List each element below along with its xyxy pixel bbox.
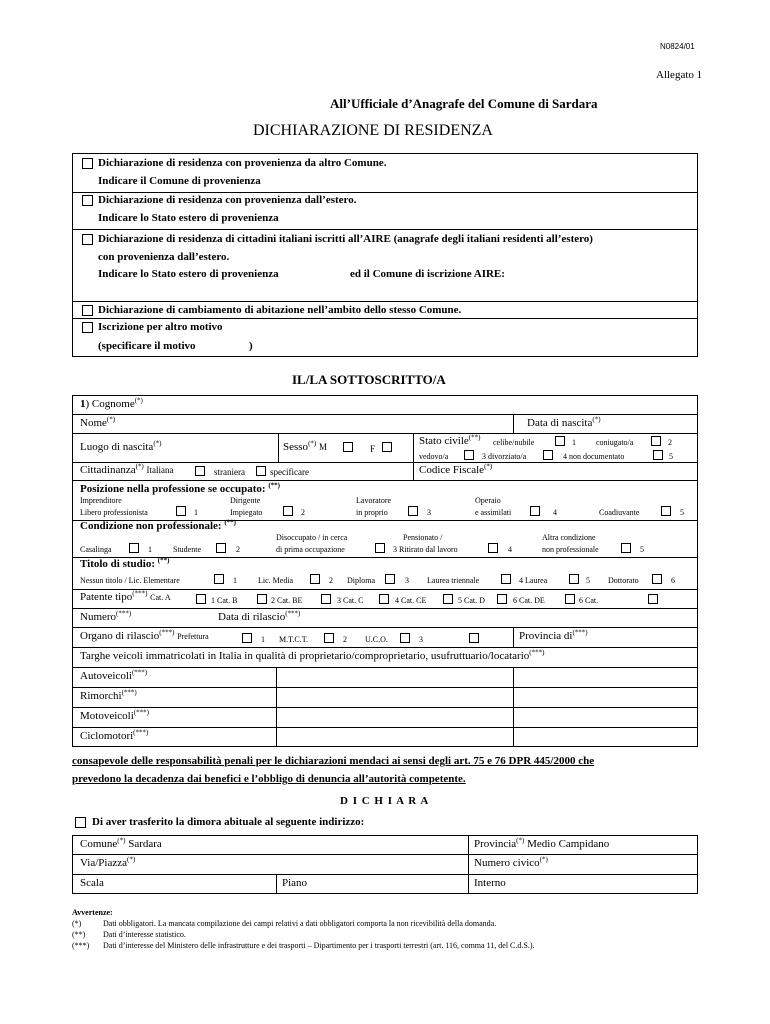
disoccupato-label-2: di prima occupazione — [276, 545, 345, 554]
patente-cat-c-checkbox[interactable] — [379, 594, 389, 604]
rimorchi-label: Rimorchi(***) — [80, 688, 137, 702]
addressee: All’Ufficiale d’Anagrafe del Comune di Sardara — [330, 96, 598, 111]
mtct-checkbox[interactable] — [324, 633, 334, 643]
coniugato-checkbox[interactable] — [651, 436, 661, 446]
lic-media-label: Lic. Media — [258, 576, 294, 585]
patente-cat-de-checkbox[interactable] — [565, 594, 575, 604]
consapevole-text-line2: prevedono la decadenza dai benefici e l’obbligo di denuncia all’autorità competente. — [72, 773, 466, 785]
trasferito-checkbox[interactable] — [75, 817, 86, 828]
laurea-checkbox[interactable] — [569, 574, 579, 584]
coadiuvante-label: Coadiuvante — [599, 508, 640, 517]
laurea-triennale-label: Laurea triennale — [427, 576, 480, 585]
coadiuvante-code: 5 — [680, 508, 684, 517]
option-altro-motivo-hint-close: ) — [249, 340, 253, 352]
divorziato-checkbox[interactable] — [543, 450, 553, 460]
option-altro-motivo-hint: (specificare il motivo — [98, 340, 196, 352]
celibe-code: 1 — [572, 438, 576, 447]
document-code: N0824/01 — [660, 42, 695, 51]
mtct-code: 2 — [343, 635, 347, 644]
imprenditore-label: Imprenditore — [80, 496, 122, 505]
casalinga-code: 1 — [148, 545, 152, 554]
provincia-value: Medio Campidano — [527, 838, 610, 850]
dichiara-title: D I C H I A R A — [340, 795, 430, 807]
comune-value: Sardara — [128, 838, 162, 850]
dirigente-code: 2 — [301, 508, 305, 517]
diploma-label: Diploma — [347, 576, 375, 585]
divider — [72, 318, 698, 319]
uco-code: 3 — [419, 635, 423, 644]
provincia-rilascio-label: Provincia di(***) — [519, 628, 588, 642]
option-aire-label: Dichiarazione di residenza di cittadini italiani iscritti all’AIRE (anagrafe degli italiani residenti all’estero) — [98, 233, 593, 245]
data-rilascio-label: Data di rilascio(***) — [218, 609, 301, 623]
option-estero-hint: Indicare lo Stato estero di provenienza — [98, 212, 279, 224]
non-documentato-checkbox[interactable] — [653, 450, 663, 460]
nessun-titolo-label: Nessun titolo / Lic. Elementare — [80, 576, 180, 585]
comune-label: Comune(*) Sardara — [80, 836, 162, 850]
piano-label: Piano — [282, 877, 308, 889]
cittadinanza-label: Cittadinanza(*) Italiana — [80, 462, 174, 476]
straniera-label: straniera — [214, 467, 245, 477]
option-aire-checkbox[interactable] — [82, 234, 93, 245]
coniugato-label: coniugato/a — [596, 438, 634, 447]
numero-label: Numero(***) — [80, 609, 132, 623]
autoveicoli-label: Autoveicoli(***) — [80, 668, 148, 682]
titolo-studio-label: Titolo di studio: (**) — [80, 556, 170, 570]
laurea-label: 4 Laurea — [519, 576, 548, 585]
patente-cat-be-label: 2 Cat. BE — [271, 596, 303, 605]
altra-condizione-code: 5 — [640, 545, 644, 554]
altra-condizione-label: Altra condizione — [542, 533, 596, 542]
avvertenza-2-mark: (**) — [72, 930, 86, 939]
patente-cat-d-label: 5 Cat. D — [458, 596, 485, 605]
consapevole-text-line1: consapevole delle responsabilità penali per le dichiarazioni mendaci ai sensi degli art. 75 e 76 DPR 445/2000 che — [72, 755, 595, 767]
nome-label: Nome(*) — [80, 415, 116, 429]
lic-media-checkbox[interactable] — [310, 574, 320, 584]
divider — [72, 229, 698, 230]
dottorato-checkbox[interactable] — [652, 574, 662, 584]
prefettura-code: 1 — [261, 635, 265, 644]
dottorato-label: Dottorato — [608, 576, 639, 585]
avvertenza-1: Dati obbligatori. La mancata compilazione dei campi relativi a dati obbligatori comporta la non ricevibilità della domanda. — [103, 919, 497, 928]
libero-professionista-label: Libero professionista — [80, 508, 148, 517]
patente-cat-be-checkbox[interactable] — [321, 594, 331, 604]
posizione-label: Posizione nella professione se occupato: (**) — [80, 481, 280, 495]
scala-label: Scala — [80, 877, 104, 889]
option-cambio-abitazione-label: Dichiarazione di cambiamento di abitazione nell’ambito dello stesso Comune. — [98, 304, 462, 316]
sesso-f-checkbox[interactable] — [382, 442, 392, 452]
imprenditore-code: 1 — [194, 508, 198, 517]
dirigente-checkbox[interactable] — [283, 506, 293, 516]
ciclomotori-label: Ciclomotori(***) — [80, 728, 149, 742]
divider — [72, 301, 698, 302]
avvertenza-1-mark: (*) — [72, 919, 82, 928]
patente-cat-label: 6 Cat. — [579, 596, 599, 605]
disoccupato-label: Disoccupato / in cerca — [276, 533, 348, 542]
pensionato-checkbox[interactable] — [488, 543, 498, 553]
diploma-code: 3 — [405, 576, 409, 585]
cognome-label: 1) Cognome(*) — [80, 396, 143, 410]
pensionato-code: 4 — [508, 545, 512, 554]
assimilati-label: e assimilati — [475, 508, 512, 517]
sesso-label: Sesso(*) M — [283, 439, 327, 453]
data-nascita-label: Data di nascita(*) — [527, 415, 601, 429]
pensionato-label: Pensionato / — [403, 533, 443, 542]
operaio-checkbox[interactable] — [530, 506, 540, 516]
disoccupato-checkbox[interactable] — [375, 543, 385, 553]
patente-cat-b-checkbox[interactable] — [257, 594, 267, 604]
option-altro-motivo-checkbox[interactable] — [82, 322, 93, 333]
divider — [72, 192, 698, 193]
via-piazza-label: Via/Piazza(*) — [80, 855, 136, 869]
patente-cat-b-label: 1 Cat. B — [211, 596, 238, 605]
specificare-label: specificare — [270, 467, 309, 477]
section-title-sottoscritto: IL/LA SOTTOSCRITTO/A — [292, 372, 446, 387]
patente-cat-c-label: 3 Cat. C — [337, 596, 364, 605]
in-proprio-label: in proprio — [356, 508, 388, 517]
altra-condizione-label-2: non professionale — [542, 545, 599, 554]
nessun-titolo-checkbox[interactable] — [214, 574, 224, 584]
patente-label: Patente tipo(***) Cat. A — [80, 589, 171, 603]
lavoratore-checkbox[interactable] — [408, 506, 418, 516]
uco-label: U.C.O. — [365, 635, 388, 644]
coadiuvante-checkbox[interactable] — [661, 506, 671, 516]
lavoratore-code: 3 — [427, 508, 431, 517]
altra-condizione-checkbox[interactable] — [621, 543, 631, 553]
studente-code: 2 — [236, 545, 240, 554]
provincia-label: Provincia(*) Medio Campidano — [474, 836, 610, 850]
patente-cat-ce-checkbox[interactable] — [443, 594, 453, 604]
nessun-titolo-code: 1 — [233, 576, 237, 585]
codice-fiscale-label: Codice Fiscale(*) — [419, 462, 493, 476]
mtct-label: M.T.C.T. — [279, 635, 309, 644]
laurea-code: 5 — [586, 576, 590, 585]
patente-cat-checkbox[interactable] — [648, 594, 658, 604]
patente-cat-d-checkbox[interactable] — [497, 594, 507, 604]
pensionato-label-2: 3 Ritirato dal lavoro — [393, 545, 458, 554]
option-aire-comune-hint: ed il Comune di iscrizione AIRE: — [350, 268, 505, 280]
lic-media-code: 2 — [329, 576, 333, 585]
laurea-triennale-checkbox[interactable] — [501, 574, 511, 584]
prefettura-checkbox[interactable] — [242, 633, 252, 643]
casalinga-label: Casalinga — [80, 545, 112, 554]
sesso-f-label: F — [370, 444, 376, 454]
motoveicoli-label: Motoveicoli(***) — [80, 708, 149, 722]
coniugato-code: 2 — [668, 438, 672, 447]
avvertenza-2: Dati d’interesse statistico. — [103, 930, 186, 939]
studente-checkbox[interactable] — [216, 543, 226, 553]
non-documentato-label: 4 non documentato — [563, 452, 625, 461]
non-documentato-code: 5 — [669, 452, 673, 461]
sesso-m-checkbox[interactable] — [343, 442, 353, 452]
uco-checkbox[interactable] — [400, 633, 410, 643]
option-estero-checkbox[interactable] — [82, 195, 93, 206]
celibe-checkbox[interactable] — [555, 436, 565, 446]
operaio-label: Operaio — [475, 496, 501, 505]
option-estero-label: Dichiarazione di residenza con provenienza dall’estero. — [98, 194, 357, 206]
impiegato-label: Impiegato — [230, 508, 263, 517]
lavoratore-label: Lavoratore — [356, 496, 392, 505]
italiana-checkbox[interactable] — [195, 466, 205, 476]
option-altro-motivo-label: Iscrizione per altro motivo — [98, 321, 223, 333]
option-altro-comune-checkbox[interactable] — [82, 158, 93, 169]
numero-civico-label: Numero civico(*) — [474, 855, 548, 869]
page-title: DICHIARAZIONE DI RESIDENZA — [253, 122, 493, 139]
avvertenze-title: Avvertenze: — [72, 908, 113, 917]
allegato-label: Allegato 1 — [656, 69, 703, 81]
vedovo-checkbox[interactable] — [464, 450, 474, 460]
avvertenza-3: Dati d’interesse del Ministero delle infrastrutture e dei trasporti – Dipartimento per i trasporti terrestri (art. 116, comma 11, del C.d.S.). — [103, 941, 535, 950]
option-cambio-abitazione-checkbox[interactable] — [82, 305, 93, 316]
operaio-code: 4 — [553, 508, 557, 517]
trasferito-label: Di aver trasferito la dimora abituale al seguente indirizzo: — [92, 816, 365, 828]
organo-rilascio-label: Organo di rilascio(***) Prefettura — [80, 628, 209, 642]
condizione-label: Condizione non professionale: (**) — [80, 518, 237, 532]
avvertenza-3-mark: (***) — [72, 941, 90, 950]
option-altro-comune-hint: Indicare il Comune di provenienza — [98, 175, 261, 187]
vedovo-label: vedovo/a — [419, 452, 449, 461]
studente-label: Studente — [173, 545, 201, 554]
patente-cat-ce-label: 4 Cat. CE — [395, 596, 427, 605]
option-aire-line2: con provenienza dall’estero. — [98, 251, 230, 263]
celibe-label: celibe/nubile — [493, 438, 535, 447]
casalinga-checkbox[interactable] — [129, 543, 139, 553]
luogo-nascita-label: Luogo di nascita(*) — [80, 439, 162, 453]
interno-label: Interno — [474, 877, 506, 889]
option-aire-stato-hint: Indicare lo Stato estero di provenienza — [98, 268, 279, 280]
imprenditore-checkbox[interactable] — [176, 506, 186, 516]
patente-cat-de-label: 6 Cat. DE — [513, 596, 545, 605]
dirigente-label: Dirigente — [230, 496, 261, 505]
diploma-checkbox[interactable] — [385, 574, 395, 584]
targhe-label: Targhe veicoli immatricolati in Italia in qualità di proprietario/comproprietario, usufruttuario/locatario(***) — [80, 648, 545, 662]
dottorato-code: 6 — [671, 576, 675, 585]
stato-civile-label: Stato civile(**) — [419, 433, 481, 447]
patente-cat-a-checkbox[interactable] — [196, 594, 206, 604]
divorziato-label: 3 divorziato/a — [482, 452, 527, 461]
option-altro-comune-label: Dichiarazione di residenza con provenienza da altro Comune. — [98, 157, 387, 169]
organo-altro-checkbox[interactable] — [469, 633, 479, 643]
straniera-checkbox[interactable] — [256, 466, 266, 476]
